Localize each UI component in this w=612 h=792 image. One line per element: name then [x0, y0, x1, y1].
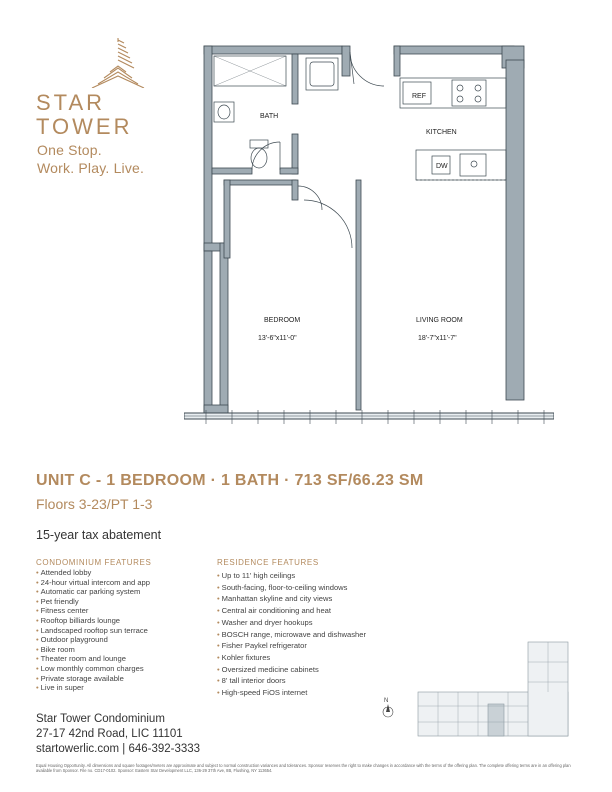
- list-item: • Kohler fixtures: [217, 652, 366, 664]
- unit-floors: Floors 3-23/PT 1-3: [36, 496, 153, 512]
- floor-plan: [184, 38, 554, 438]
- living-room-dims: 18'-7"x11'-7": [418, 335, 457, 342]
- list-item: • Pet friendly: [36, 597, 150, 607]
- ref-label: REF: [412, 93, 426, 100]
- list-item: • Washer and dryer hookups: [217, 617, 366, 629]
- tagline-line1: One Stop.: [37, 142, 102, 158]
- list-item: • Central air conditioning and heat: [217, 605, 366, 617]
- bedroom-dims: 13'-6"x11'-0": [258, 335, 297, 342]
- list-item: • Landscaped rooftop sun terrace: [36, 626, 150, 636]
- tax-abatement: 15-year tax abatement: [36, 528, 162, 542]
- list-item: • Automatic car parking system: [36, 587, 150, 597]
- list-item: • Up to 11' high ceilings: [217, 570, 366, 582]
- list-item: • Bike room: [36, 645, 150, 655]
- contact-address: 27-17 42nd Road, LIC 11101: [36, 728, 183, 740]
- list-item: • Manhattan skyline and city views: [217, 593, 366, 605]
- kitchen-label: KITCHEN: [426, 129, 457, 136]
- list-item: • Rooftop billiards lounge: [36, 616, 150, 626]
- list-item: • High-speed FiOS internet: [217, 687, 366, 699]
- list-item: • South-facing, floor-to-ceiling windows: [217, 582, 366, 594]
- list-item: • Theater room and lounge: [36, 654, 150, 664]
- condo-features-heading: CONDOMINIUM FEATURES: [36, 558, 152, 567]
- contact-name: Star Tower Condominium: [36, 713, 165, 725]
- tagline-line2: Work. Play. Live.: [37, 160, 145, 176]
- list-item: • Private storage available: [36, 674, 150, 684]
- key-plan: [378, 636, 578, 744]
- list-item: • Outdoor playground: [36, 635, 150, 645]
- list-item: • Low monthly common charges: [36, 664, 150, 674]
- bedroom-label: BEDROOM: [264, 317, 301, 324]
- list-item: • BOSCH range, microwave and dishwasher: [217, 629, 366, 641]
- brand-name-line1: STAR: [36, 90, 106, 115]
- contact-web-phone: startowerlic.com | 646-392-3333: [36, 743, 201, 755]
- residence-features-list: [217, 570, 366, 699]
- star-tower-logo-icon: [88, 38, 148, 88]
- list-item: • 8' tall interior doors: [217, 675, 366, 687]
- compass-label: N: [384, 698, 389, 704]
- list-item: • Fisher Paykel refrigerator: [217, 640, 366, 652]
- compass-icon: [383, 698, 393, 717]
- dw-label: DW: [436, 163, 448, 170]
- bath-label: BATH: [260, 113, 279, 120]
- residence-features-heading: RESIDENCE FEATURES: [217, 558, 319, 567]
- unit-title: UNIT C - 1 BEDROOM · 1 BATH · 713 SF/66.23 SM: [36, 472, 424, 489]
- brand-name-line2: TOWER: [36, 114, 133, 139]
- living-room-label: LIVING ROOM: [416, 317, 463, 324]
- list-item: • Fitness center: [36, 606, 150, 616]
- list-item: • Oversized medicine cabinets: [217, 664, 366, 676]
- disclaimer: Equal Housing Opportunity. All dimensions and square footages/meters are approximate and subject to normal construction variances and tolerances. Sponsor reserves the right to make changes in accordance with the terms of the offering plan. The complete offering terms are in an offering plan available from Sponsor. File no. CD17-0102. Sponsor: Eastern Star Development LLC, 136-29 37th Ave, 8B, Flushing, NY 113654.: [36, 763, 571, 774]
- list-item: • 24-hour virtual intercom and app: [36, 578, 150, 588]
- list-item: • Live in super: [36, 683, 150, 693]
- condo-features-list: [36, 568, 150, 693]
- list-item: • Attended lobby: [36, 568, 150, 578]
